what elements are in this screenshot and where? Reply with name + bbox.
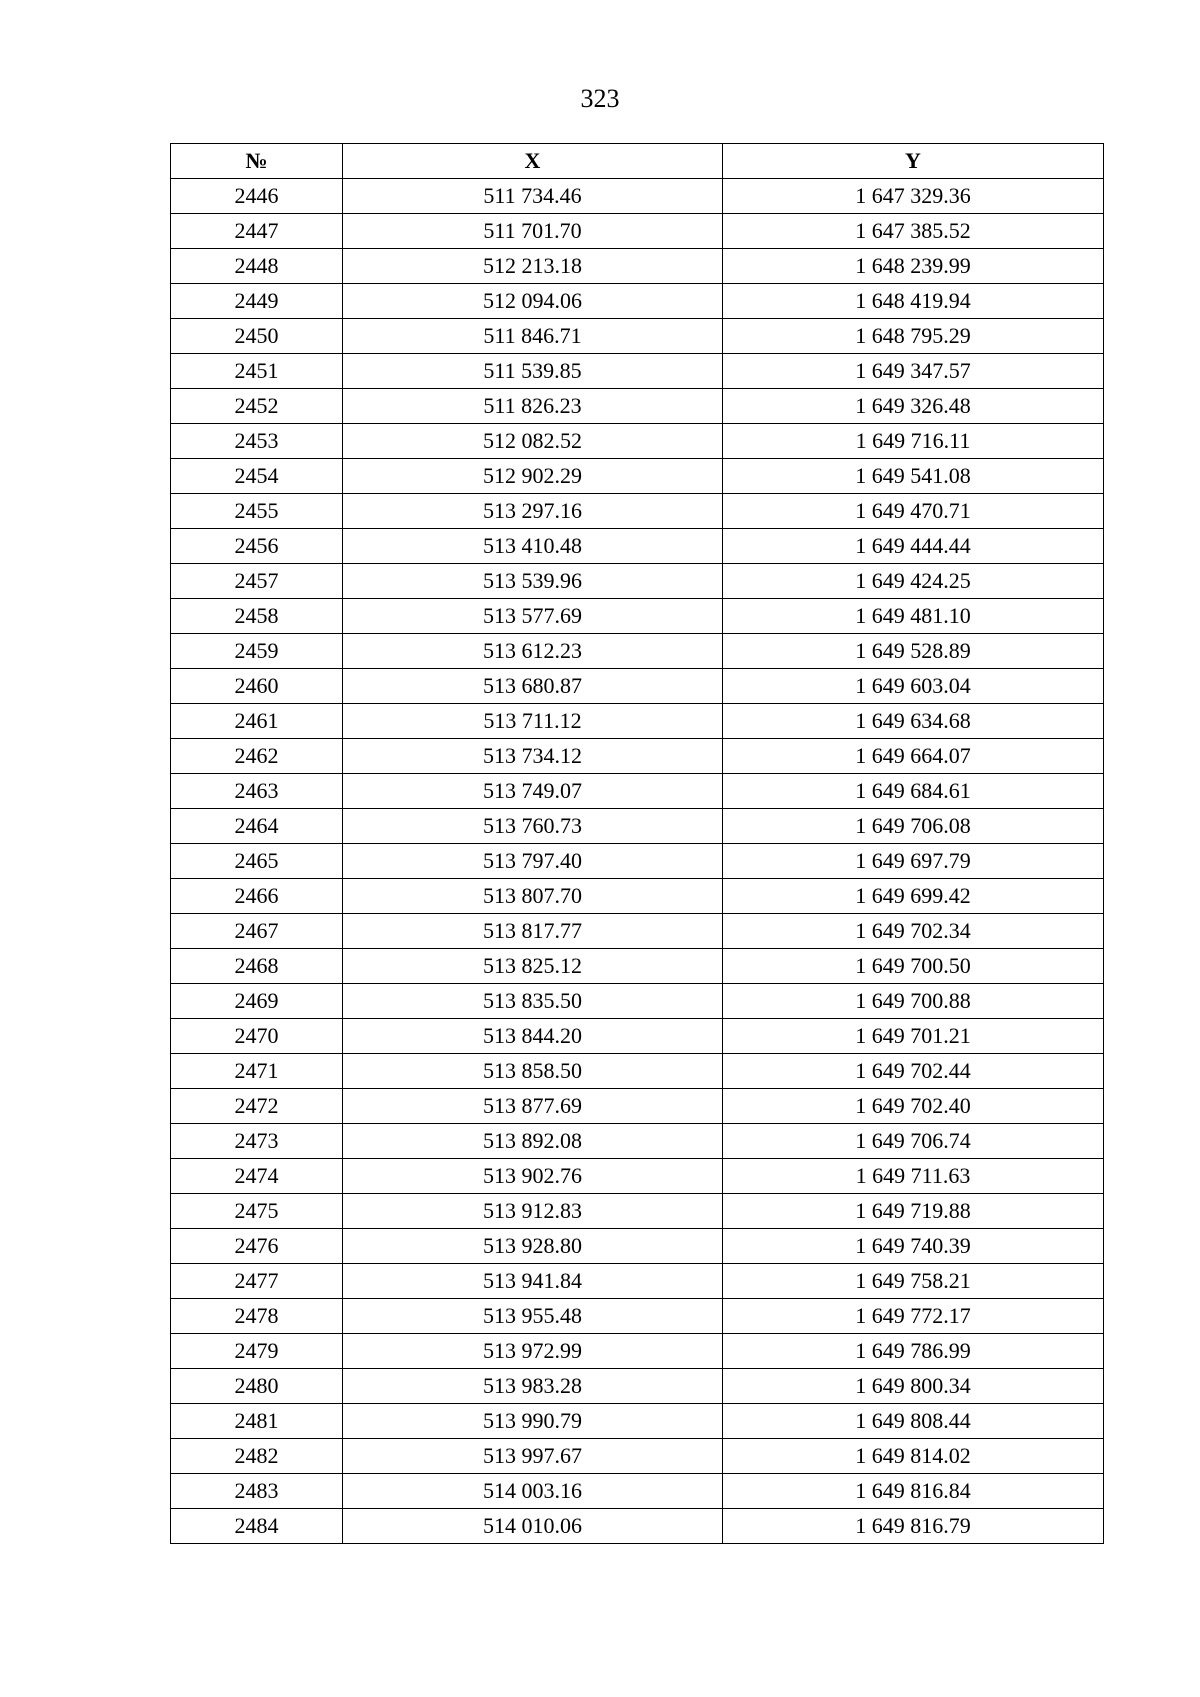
cell-y: 1 649 702.40 xyxy=(723,1089,1104,1124)
header-number: № xyxy=(171,144,343,179)
cell-y: 1 649 541.08 xyxy=(723,459,1104,494)
cell-y: 1 649 697.79 xyxy=(723,844,1104,879)
cell-x: 513 297.16 xyxy=(343,494,723,529)
cell-y: 1 649 816.79 xyxy=(723,1509,1104,1544)
cell-number: 2451 xyxy=(171,354,343,389)
table-row xyxy=(171,1089,1104,1124)
table-row xyxy=(171,844,1104,879)
table-row xyxy=(171,809,1104,844)
table-row xyxy=(171,984,1104,1019)
cell-y: 1 647 385.52 xyxy=(723,214,1104,249)
cell-x: 513 749.07 xyxy=(343,774,723,809)
cell-x: 514 010.06 xyxy=(343,1509,723,1544)
cell-number: 2465 xyxy=(171,844,343,879)
cell-number: 2473 xyxy=(171,1124,343,1159)
table-row xyxy=(171,494,1104,529)
cell-y: 1 648 239.99 xyxy=(723,249,1104,284)
cell-x: 513 877.69 xyxy=(343,1089,723,1124)
cell-number: 2457 xyxy=(171,564,343,599)
table-row xyxy=(171,1439,1104,1474)
cell-x: 513 844.20 xyxy=(343,1019,723,1054)
cell-y: 1 649 816.84 xyxy=(723,1474,1104,1509)
table-row xyxy=(171,1229,1104,1264)
header-y: Y xyxy=(723,144,1104,179)
cell-y: 1 649 684.61 xyxy=(723,774,1104,809)
cell-number: 2464 xyxy=(171,809,343,844)
cell-y: 1 649 701.21 xyxy=(723,1019,1104,1054)
cell-x: 513 797.40 xyxy=(343,844,723,879)
cell-y: 1 649 706.08 xyxy=(723,809,1104,844)
table-row xyxy=(171,284,1104,319)
cell-x: 513 928.80 xyxy=(343,1229,723,1264)
cell-y: 1 649 470.71 xyxy=(723,494,1104,529)
cell-y: 1 649 786.99 xyxy=(723,1334,1104,1369)
cell-number: 2449 xyxy=(171,284,343,319)
cell-x: 511 846.71 xyxy=(343,319,723,354)
cell-number: 2455 xyxy=(171,494,343,529)
cell-y: 1 649 700.88 xyxy=(723,984,1104,1019)
cell-number: 2476 xyxy=(171,1229,343,1264)
cell-number: 2469 xyxy=(171,984,343,1019)
cell-x: 512 094.06 xyxy=(343,284,723,319)
cell-x: 513 577.69 xyxy=(343,599,723,634)
table-row xyxy=(171,739,1104,774)
cell-x: 513 902.76 xyxy=(343,1159,723,1194)
cell-number: 2468 xyxy=(171,949,343,984)
cell-y: 1 649 347.57 xyxy=(723,354,1104,389)
cell-number: 2483 xyxy=(171,1474,343,1509)
cell-x: 513 983.28 xyxy=(343,1369,723,1404)
cell-y: 1 648 419.94 xyxy=(723,284,1104,319)
cell-number: 2446 xyxy=(171,179,343,214)
cell-y: 1 649 481.10 xyxy=(723,599,1104,634)
cell-y: 1 649 814.02 xyxy=(723,1439,1104,1474)
cell-number: 2448 xyxy=(171,249,343,284)
cell-number: 2477 xyxy=(171,1264,343,1299)
cell-number: 2461 xyxy=(171,704,343,739)
table-row xyxy=(171,1019,1104,1054)
cell-number: 2462 xyxy=(171,739,343,774)
cell-y: 1 649 528.89 xyxy=(723,634,1104,669)
cell-x: 511 734.46 xyxy=(343,179,723,214)
cell-number: 2482 xyxy=(171,1439,343,1474)
cell-y: 1 649 700.50 xyxy=(723,949,1104,984)
cell-number: 2466 xyxy=(171,879,343,914)
table-row xyxy=(171,704,1104,739)
cell-number: 2453 xyxy=(171,424,343,459)
cell-x: 513 807.70 xyxy=(343,879,723,914)
cell-x: 513 680.87 xyxy=(343,669,723,704)
cell-number: 2450 xyxy=(171,319,343,354)
cell-y: 1 649 326.48 xyxy=(723,389,1104,424)
cell-x: 513 734.12 xyxy=(343,739,723,774)
cell-x: 513 941.84 xyxy=(343,1264,723,1299)
cell-x: 511 826.23 xyxy=(343,389,723,424)
cell-x: 513 817.77 xyxy=(343,914,723,949)
table-row xyxy=(171,1474,1104,1509)
cell-y: 1 649 444.44 xyxy=(723,529,1104,564)
cell-number: 2471 xyxy=(171,1054,343,1089)
cell-x: 512 902.29 xyxy=(343,459,723,494)
table-row xyxy=(171,1299,1104,1334)
cell-y: 1 649 664.07 xyxy=(723,739,1104,774)
cell-number: 2458 xyxy=(171,599,343,634)
table-body xyxy=(171,179,1104,1544)
table-row xyxy=(171,1159,1104,1194)
cell-x: 513 912.83 xyxy=(343,1194,723,1229)
cell-y: 1 649 603.04 xyxy=(723,669,1104,704)
cell-number: 2463 xyxy=(171,774,343,809)
table-row xyxy=(171,1054,1104,1089)
cell-number: 2447 xyxy=(171,214,343,249)
cell-number: 2475 xyxy=(171,1194,343,1229)
cell-x: 513 972.99 xyxy=(343,1334,723,1369)
cell-number: 2474 xyxy=(171,1159,343,1194)
cell-number: 2480 xyxy=(171,1369,343,1404)
cell-number: 2479 xyxy=(171,1334,343,1369)
cell-number: 2484 xyxy=(171,1509,343,1544)
cell-x: 513 825.12 xyxy=(343,949,723,984)
cell-y: 1 649 702.44 xyxy=(723,1054,1104,1089)
cell-y: 1 649 758.21 xyxy=(723,1264,1104,1299)
table-row xyxy=(171,529,1104,564)
cell-y: 1 647 329.36 xyxy=(723,179,1104,214)
table-row xyxy=(171,1124,1104,1159)
table-row xyxy=(171,249,1104,284)
cell-y: 1 649 702.34 xyxy=(723,914,1104,949)
table-row xyxy=(171,459,1104,494)
cell-x: 513 990.79 xyxy=(343,1404,723,1439)
cell-y: 1 649 808.44 xyxy=(723,1404,1104,1439)
cell-number: 2472 xyxy=(171,1089,343,1124)
table-row xyxy=(171,599,1104,634)
cell-x: 511 701.70 xyxy=(343,214,723,249)
table-row xyxy=(171,1194,1104,1229)
cell-number: 2481 xyxy=(171,1404,343,1439)
table-row xyxy=(171,1334,1104,1369)
table-row xyxy=(171,319,1104,354)
table-row xyxy=(171,424,1104,459)
table-header xyxy=(171,144,1104,179)
cell-y: 1 649 711.63 xyxy=(723,1159,1104,1194)
cell-y: 1 649 772.17 xyxy=(723,1299,1104,1334)
table-row xyxy=(171,214,1104,249)
table-row xyxy=(171,1404,1104,1439)
cell-x: 513 539.96 xyxy=(343,564,723,599)
table-row xyxy=(171,1369,1104,1404)
table-row xyxy=(171,1509,1104,1544)
table-row xyxy=(171,914,1104,949)
table-row xyxy=(171,564,1104,599)
cell-x: 513 711.12 xyxy=(343,704,723,739)
cell-y: 1 649 716.11 xyxy=(723,424,1104,459)
header-row xyxy=(171,144,1104,179)
cell-x: 512 213.18 xyxy=(343,249,723,284)
table-row xyxy=(171,634,1104,669)
cell-y: 1 649 800.34 xyxy=(723,1369,1104,1404)
table-row xyxy=(171,179,1104,214)
cell-number: 2452 xyxy=(171,389,343,424)
table-row xyxy=(171,389,1104,424)
cell-number: 2456 xyxy=(171,529,343,564)
cell-x: 514 003.16 xyxy=(343,1474,723,1509)
cell-x: 513 997.67 xyxy=(343,1439,723,1474)
cell-number: 2470 xyxy=(171,1019,343,1054)
page-number: 323 xyxy=(580,84,620,113)
cell-y: 1 649 719.88 xyxy=(723,1194,1104,1229)
cell-x: 513 612.23 xyxy=(343,634,723,669)
cell-y: 1 649 740.39 xyxy=(723,1229,1104,1264)
table-row xyxy=(171,879,1104,914)
cell-x: 513 760.73 xyxy=(343,809,723,844)
cell-y: 1 649 699.42 xyxy=(723,879,1104,914)
cell-number: 2460 xyxy=(171,669,343,704)
cell-y: 1 649 706.74 xyxy=(723,1124,1104,1159)
table-row xyxy=(171,949,1104,984)
cell-y: 1 648 795.29 xyxy=(723,319,1104,354)
cell-number: 2454 xyxy=(171,459,343,494)
cell-number: 2459 xyxy=(171,634,343,669)
coordinates-table xyxy=(170,143,1104,1544)
table-row xyxy=(171,1264,1104,1299)
table-row xyxy=(171,774,1104,809)
cell-x: 513 410.48 xyxy=(343,529,723,564)
header-x: X xyxy=(343,144,723,179)
table-row xyxy=(171,669,1104,704)
cell-y: 1 649 424.25 xyxy=(723,564,1104,599)
cell-x: 513 892.08 xyxy=(343,1124,723,1159)
cell-x: 511 539.85 xyxy=(343,354,723,389)
cell-x: 513 835.50 xyxy=(343,984,723,1019)
cell-number: 2478 xyxy=(171,1299,343,1334)
table-row xyxy=(171,354,1104,389)
cell-number: 2467 xyxy=(171,914,343,949)
cell-x: 513 858.50 xyxy=(343,1054,723,1089)
cell-x: 512 082.52 xyxy=(343,424,723,459)
cell-x: 513 955.48 xyxy=(343,1299,723,1334)
cell-y: 1 649 634.68 xyxy=(723,704,1104,739)
